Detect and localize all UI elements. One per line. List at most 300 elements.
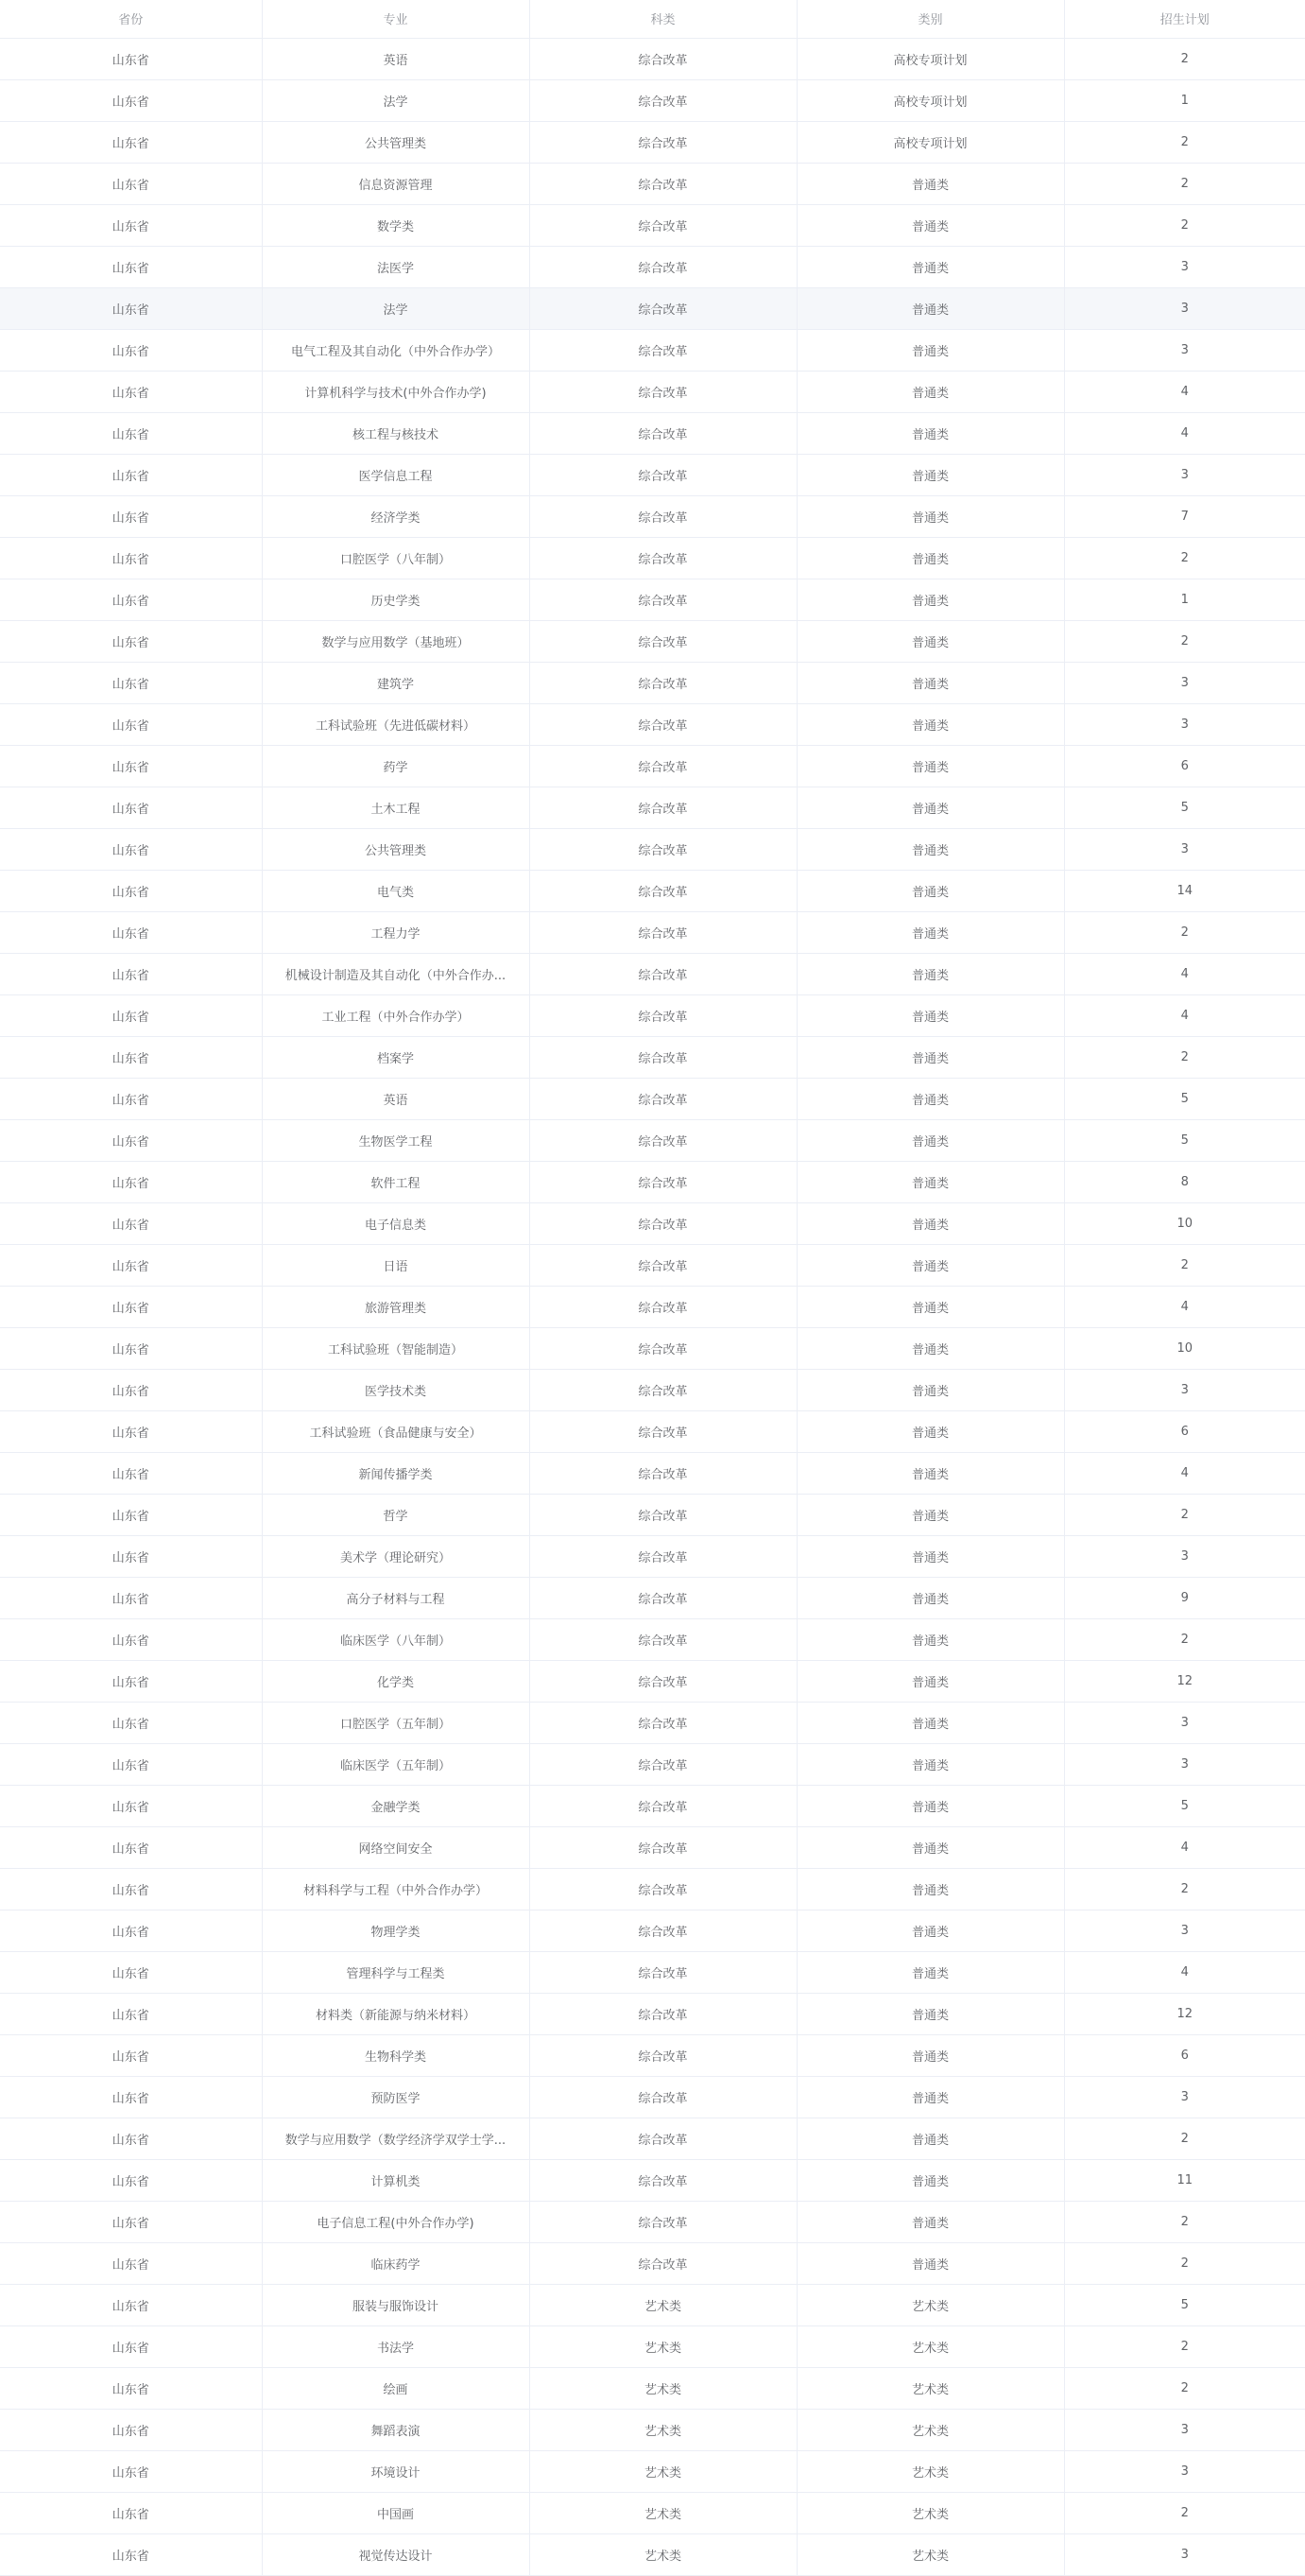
cell-category: 艺术类 <box>797 2450 1064 2492</box>
cell-category: 普通类 <box>797 537 1064 579</box>
cell-subject-type: 综合改革 <box>529 1327 797 1369</box>
table-row[interactable] <box>0 953 1305 994</box>
cell-province: 山东省 <box>0 2325 262 2367</box>
cell-subject-type: 综合改革 <box>529 1452 797 1494</box>
cell-major: 金融学类 <box>262 1785 529 1826</box>
cell-enrollment-plan: 4 <box>1064 1951 1305 1993</box>
cell-province: 山东省 <box>0 1369 262 1410</box>
table-row[interactable] <box>0 2201 1305 2242</box>
cell-enrollment-plan: 3 <box>1064 1743 1305 1785</box>
column-header-category[interactable]: 类别 <box>797 0 1064 38</box>
cell-category: 高校专项计划 <box>797 38 1064 79</box>
cell-subject-type: 综合改革 <box>529 246 797 287</box>
cell-major: 工科试验班（先进低碳材料） <box>262 703 529 745</box>
cell-enrollment-plan: 5 <box>1064 1119 1305 1161</box>
cell-enrollment-plan: 1 <box>1064 579 1305 620</box>
cell-major: 法学 <box>262 287 529 329</box>
cell-enrollment-plan: 11 <box>1064 2159 1305 2201</box>
table-row[interactable] <box>0 1660 1305 1702</box>
cell-subject-type: 综合改革 <box>529 1868 797 1910</box>
cell-category: 普通类 <box>797 828 1064 870</box>
cell-subject-type: 艺术类 <box>529 2409 797 2450</box>
cell-category: 普通类 <box>797 1826 1064 1868</box>
cell-major: 临床药学 <box>262 2242 529 2284</box>
cell-province: 山东省 <box>0 204 262 246</box>
cell-major: 历史学类 <box>262 579 529 620</box>
cell-category: 普通类 <box>797 1119 1064 1161</box>
cell-province: 山东省 <box>0 1244 262 1286</box>
cell-province: 山东省 <box>0 703 262 745</box>
cell-major: 档案学 <box>262 1036 529 1078</box>
cell-subject-type: 综合改革 <box>529 1785 797 1826</box>
table-row[interactable] <box>0 1618 1305 1660</box>
cell-subject-type: 综合改革 <box>529 1577 797 1618</box>
cell-province: 山东省 <box>0 38 262 79</box>
cell-major: 电气工程及其自动化（中外合作办学） <box>262 329 529 371</box>
cell-province: 山东省 <box>0 1119 262 1161</box>
cell-enrollment-plan: 3 <box>1064 828 1305 870</box>
cell-enrollment-plan: 5 <box>1064 2284 1305 2325</box>
cell-major: 工科试验班（食品健康与安全） <box>262 1410 529 1452</box>
cell-major: 公共管理类 <box>262 828 529 870</box>
cell-major: 美术学（理论研究） <box>262 1535 529 1577</box>
cell-enrollment-plan: 2 <box>1064 2492 1305 2533</box>
cell-category: 普通类 <box>797 2076 1064 2118</box>
table-row[interactable] <box>0 1327 1305 1369</box>
cell-major: 公共管理类 <box>262 121 529 163</box>
cell-enrollment-plan: 2 <box>1064 163 1305 204</box>
table-row[interactable] <box>0 2284 1305 2325</box>
cell-subject-type: 综合改革 <box>529 1494 797 1535</box>
table-row[interactable] <box>0 1286 1305 1327</box>
table-row[interactable] <box>0 870 1305 911</box>
cell-major: 中国画 <box>262 2492 529 2533</box>
cell-major: 临床医学（八年制） <box>262 1618 529 1660</box>
table-row[interactable] <box>0 1826 1305 1868</box>
cell-enrollment-plan: 14 <box>1064 870 1305 911</box>
table-row[interactable] <box>0 2325 1305 2367</box>
cell-category: 普通类 <box>797 787 1064 828</box>
cell-enrollment-plan: 1 <box>1064 79 1305 121</box>
table-row[interactable] <box>0 911 1305 953</box>
cell-subject-type: 综合改革 <box>529 1618 797 1660</box>
cell-province: 山东省 <box>0 1993 262 2034</box>
cell-province: 山东省 <box>0 828 262 870</box>
table-row[interactable] <box>0 994 1305 1036</box>
cell-enrollment-plan: 3 <box>1064 1702 1305 1743</box>
cell-subject-type: 综合改革 <box>529 371 797 412</box>
cell-major: 网络空间安全 <box>262 1826 529 1868</box>
cell-subject-type: 综合改革 <box>529 2034 797 2076</box>
cell-major: 新闻传播学类 <box>262 1452 529 1494</box>
cell-province: 山东省 <box>0 2034 262 2076</box>
table-row[interactable] <box>0 1785 1305 1826</box>
cell-subject-type: 综合改革 <box>529 1244 797 1286</box>
cell-major: 法医学 <box>262 246 529 287</box>
table-row[interactable] <box>0 1577 1305 1618</box>
cell-enrollment-plan: 2 <box>1064 1868 1305 1910</box>
cell-category: 普通类 <box>797 1535 1064 1577</box>
cell-enrollment-plan: 3 <box>1064 2076 1305 2118</box>
cell-category: 普通类 <box>797 745 1064 787</box>
cell-enrollment-plan: 4 <box>1064 371 1305 412</box>
cell-category: 普通类 <box>797 1327 1064 1369</box>
cell-category: 艺术类 <box>797 2284 1064 2325</box>
cell-province: 山东省 <box>0 953 262 994</box>
table-row[interactable] <box>0 1036 1305 1078</box>
cell-enrollment-plan: 4 <box>1064 412 1305 454</box>
cell-category: 普通类 <box>797 495 1064 537</box>
cell-major: 建筑学 <box>262 662 529 703</box>
cell-major: 核工程与核技术 <box>262 412 529 454</box>
table-row[interactable] <box>0 2492 1305 2533</box>
cell-province: 山东省 <box>0 1951 262 1993</box>
cell-subject-type: 综合改革 <box>529 1078 797 1119</box>
cell-category: 普通类 <box>797 1785 1064 1826</box>
cell-enrollment-plan: 3 <box>1064 454 1305 495</box>
table-row[interactable] <box>0 1494 1305 1535</box>
cell-province: 山东省 <box>0 1577 262 1618</box>
cell-subject-type: 综合改革 <box>529 1702 797 1743</box>
cell-major: 口腔医学（八年制） <box>262 537 529 579</box>
table-row[interactable] <box>0 537 1305 579</box>
cell-province: 山东省 <box>0 2118 262 2159</box>
cell-category: 普通类 <box>797 994 1064 1036</box>
cell-category: 普通类 <box>797 2034 1064 2076</box>
table-row[interactable] <box>0 2450 1305 2492</box>
cell-enrollment-plan: 5 <box>1064 1078 1305 1119</box>
cell-category: 普通类 <box>797 2201 1064 2242</box>
cell-subject-type: 综合改革 <box>529 454 797 495</box>
table-row[interactable] <box>0 1951 1305 1993</box>
cell-subject-type: 综合改革 <box>529 787 797 828</box>
table-row[interactable] <box>0 703 1305 745</box>
table-row[interactable] <box>0 2409 1305 2450</box>
cell-subject-type: 综合改革 <box>529 1286 797 1327</box>
cell-enrollment-plan: 4 <box>1064 953 1305 994</box>
cell-enrollment-plan: 8 <box>1064 1161 1305 1202</box>
cell-subject-type: 综合改革 <box>529 1660 797 1702</box>
table-row[interactable] <box>0 579 1305 620</box>
table-row[interactable] <box>0 1244 1305 1286</box>
cell-province: 山东省 <box>0 1036 262 1078</box>
cell-subject-type: 艺术类 <box>529 2533 797 2575</box>
cell-category: 艺术类 <box>797 2409 1064 2450</box>
cell-major: 工科试验班（智能制造） <box>262 1327 529 1369</box>
table-row[interactable] <box>0 1202 1305 1244</box>
cell-enrollment-plan: 3 <box>1064 246 1305 287</box>
cell-province: 山东省 <box>0 1494 262 1535</box>
cell-major: 电子信息工程(中外合作办学) <box>262 2201 529 2242</box>
cell-category: 普通类 <box>797 1577 1064 1618</box>
cell-enrollment-plan: 3 <box>1064 1369 1305 1410</box>
cell-province: 山东省 <box>0 2533 262 2575</box>
cell-subject-type: 综合改革 <box>529 620 797 662</box>
table-row[interactable] <box>0 1078 1305 1119</box>
column-header-enrollment-plan[interactable]: 招生计划 <box>1064 0 1305 38</box>
table-row[interactable] <box>0 1535 1305 1577</box>
cell-subject-type: 综合改革 <box>529 79 797 121</box>
cell-major: 哲学 <box>262 1494 529 1535</box>
cell-province: 山东省 <box>0 454 262 495</box>
cell-subject-type: 综合改革 <box>529 1202 797 1244</box>
cell-subject-type: 综合改革 <box>529 1036 797 1078</box>
table-row[interactable] <box>0 287 1305 329</box>
cell-category: 普通类 <box>797 1078 1064 1119</box>
cell-category: 普通类 <box>797 2242 1064 2284</box>
cell-major: 生物科学类 <box>262 2034 529 2076</box>
cell-category: 普通类 <box>797 662 1064 703</box>
cell-province: 山东省 <box>0 1618 262 1660</box>
cell-province: 山东省 <box>0 371 262 412</box>
cell-subject-type: 综合改革 <box>529 1951 797 1993</box>
cell-category: 高校专项计划 <box>797 121 1064 163</box>
cell-enrollment-plan: 2 <box>1064 2325 1305 2367</box>
cell-subject-type: 综合改革 <box>529 1369 797 1410</box>
cell-province: 山东省 <box>0 1452 262 1494</box>
table-row[interactable] <box>0 828 1305 870</box>
cell-subject-type: 综合改革 <box>529 495 797 537</box>
cell-category: 普通类 <box>797 371 1064 412</box>
cell-major: 环境设计 <box>262 2450 529 2492</box>
cell-major: 数学与应用数学（基地班） <box>262 620 529 662</box>
table-row[interactable] <box>0 787 1305 828</box>
table-row[interactable] <box>0 79 1305 121</box>
cell-enrollment-plan: 3 <box>1064 2450 1305 2492</box>
cell-subject-type: 综合改革 <box>529 1910 797 1951</box>
cell-major: 电子信息类 <box>262 1202 529 1244</box>
table-row[interactable] <box>0 1743 1305 1785</box>
cell-subject-type: 综合改革 <box>529 828 797 870</box>
cell-province: 山东省 <box>0 2492 262 2533</box>
cell-province: 山东省 <box>0 2076 262 2118</box>
cell-category: 普通类 <box>797 1951 1064 1993</box>
cell-enrollment-plan: 2 <box>1064 1036 1305 1078</box>
cell-major: 口腔医学（五年制） <box>262 1702 529 1743</box>
cell-major: 医学技术类 <box>262 1369 529 1410</box>
cell-category: 普通类 <box>797 1286 1064 1327</box>
table-row[interactable] <box>0 620 1305 662</box>
cell-major: 工业工程（中外合作办学） <box>262 994 529 1036</box>
cell-province: 山东省 <box>0 2284 262 2325</box>
cell-enrollment-plan: 5 <box>1064 1785 1305 1826</box>
cell-major: 预防医学 <box>262 2076 529 2118</box>
table-row[interactable] <box>0 454 1305 495</box>
cell-category: 普通类 <box>797 204 1064 246</box>
cell-enrollment-plan: 2 <box>1064 2367 1305 2409</box>
table-row[interactable] <box>0 2242 1305 2284</box>
cell-enrollment-plan: 2 <box>1064 121 1305 163</box>
cell-province: 山东省 <box>0 163 262 204</box>
table-row[interactable] <box>0 745 1305 787</box>
cell-subject-type: 综合改革 <box>529 1119 797 1161</box>
cell-category: 普通类 <box>797 953 1064 994</box>
cell-category: 普通类 <box>797 579 1064 620</box>
cell-subject-type: 艺术类 <box>529 2367 797 2409</box>
cell-enrollment-plan: 2 <box>1064 911 1305 953</box>
cell-province: 山东省 <box>0 412 262 454</box>
cell-province: 山东省 <box>0 579 262 620</box>
cell-enrollment-plan: 6 <box>1064 2034 1305 2076</box>
cell-enrollment-plan: 3 <box>1064 2409 1305 2450</box>
cell-category: 艺术类 <box>797 2367 1064 2409</box>
cell-category: 普通类 <box>797 1036 1064 1078</box>
cell-major: 英语 <box>262 38 529 79</box>
cell-subject-type: 综合改革 <box>529 2118 797 2159</box>
cell-major: 电气类 <box>262 870 529 911</box>
cell-subject-type: 综合改革 <box>529 204 797 246</box>
table-row[interactable] <box>0 2159 1305 2201</box>
cell-major: 计算机类 <box>262 2159 529 2201</box>
cell-subject-type: 综合改革 <box>529 1410 797 1452</box>
table-row[interactable] <box>0 1910 1305 1951</box>
table-row[interactable] <box>0 1119 1305 1161</box>
cell-subject-type: 综合改革 <box>529 2159 797 2201</box>
cell-enrollment-plan: 2 <box>1064 38 1305 79</box>
cell-enrollment-plan: 3 <box>1064 2533 1305 2575</box>
cell-enrollment-plan: 12 <box>1064 1993 1305 2034</box>
column-header-province[interactable]: 省份 <box>0 0 262 38</box>
table-body <box>0 38 1305 2575</box>
cell-subject-type: 综合改革 <box>529 870 797 911</box>
cell-category: 普通类 <box>797 1660 1064 1702</box>
cell-enrollment-plan: 7 <box>1064 495 1305 537</box>
cell-major: 管理科学与工程类 <box>262 1951 529 1993</box>
cell-category: 艺术类 <box>797 2533 1064 2575</box>
table-row[interactable] <box>0 163 1305 204</box>
cell-province: 山东省 <box>0 1078 262 1119</box>
header-row <box>0 0 1305 38</box>
cell-subject-type: 综合改革 <box>529 2242 797 2284</box>
table-header <box>0 0 1305 38</box>
cell-category: 普通类 <box>797 1868 1064 1910</box>
cell-province: 山东省 <box>0 537 262 579</box>
cell-province: 山东省 <box>0 1410 262 1452</box>
table-row[interactable] <box>0 1369 1305 1410</box>
table-row[interactable] <box>0 2533 1305 2575</box>
cell-province: 山东省 <box>0 2450 262 2492</box>
table-row[interactable] <box>0 2076 1305 2118</box>
cell-province: 山东省 <box>0 2367 262 2409</box>
table-row[interactable] <box>0 412 1305 454</box>
cell-enrollment-plan: 2 <box>1064 537 1305 579</box>
cell-major: 高分子材料与工程 <box>262 1577 529 1618</box>
cell-subject-type: 综合改革 <box>529 579 797 620</box>
cell-category: 普通类 <box>797 703 1064 745</box>
cell-major: 英语 <box>262 1078 529 1119</box>
cell-category: 普通类 <box>797 287 1064 329</box>
cell-category: 普通类 <box>797 870 1064 911</box>
cell-major: 书法学 <box>262 2325 529 2367</box>
cell-subject-type: 艺术类 <box>529 2450 797 2492</box>
cell-enrollment-plan: 5 <box>1064 787 1305 828</box>
table-row[interactable] <box>0 2367 1305 2409</box>
cell-enrollment-plan: 12 <box>1064 1660 1305 1702</box>
cell-province: 山东省 <box>0 1868 262 1910</box>
table-row[interactable] <box>0 2034 1305 2076</box>
table-row[interactable] <box>0 1868 1305 1910</box>
cell-enrollment-plan: 9 <box>1064 1577 1305 1618</box>
cell-subject-type: 综合改革 <box>529 1993 797 2034</box>
cell-enrollment-plan: 2 <box>1064 2118 1305 2159</box>
table-row[interactable] <box>0 246 1305 287</box>
table-row[interactable] <box>0 1452 1305 1494</box>
cell-subject-type: 综合改革 <box>529 703 797 745</box>
cell-major: 软件工程 <box>262 1161 529 1202</box>
cell-subject-type: 综合改革 <box>529 329 797 371</box>
cell-province: 山东省 <box>0 662 262 703</box>
table-row[interactable] <box>0 371 1305 412</box>
table-row[interactable] <box>0 1702 1305 1743</box>
cell-category: 普通类 <box>797 412 1064 454</box>
cell-major: 经济学类 <box>262 495 529 537</box>
table-row[interactable] <box>0 329 1305 371</box>
cell-major: 法学 <box>262 79 529 121</box>
table-row[interactable] <box>0 495 1305 537</box>
cell-province: 山东省 <box>0 1286 262 1327</box>
cell-enrollment-plan: 4 <box>1064 994 1305 1036</box>
cell-province: 山东省 <box>0 1161 262 1202</box>
cell-category: 普通类 <box>797 1702 1064 1743</box>
cell-province: 山东省 <box>0 870 262 911</box>
column-header-major[interactable]: 专业 <box>262 0 529 38</box>
table-row[interactable] <box>0 121 1305 163</box>
table-row[interactable] <box>0 204 1305 246</box>
cell-subject-type: 综合改革 <box>529 911 797 953</box>
cell-province: 山东省 <box>0 1785 262 1826</box>
cell-category: 高校专项计划 <box>797 79 1064 121</box>
cell-subject-type: 综合改革 <box>529 2076 797 2118</box>
cell-category: 普通类 <box>797 2159 1064 2201</box>
cell-category: 普通类 <box>797 911 1064 953</box>
cell-province: 山东省 <box>0 1702 262 1743</box>
table-row[interactable] <box>0 662 1305 703</box>
table-row[interactable] <box>0 1993 1305 2034</box>
table-row[interactable] <box>0 1161 1305 1202</box>
table-row[interactable] <box>0 1410 1305 1452</box>
cell-major: 材料类（新能源与纳米材料） <box>262 1993 529 2034</box>
cell-category: 普通类 <box>797 1161 1064 1202</box>
cell-province: 山东省 <box>0 1660 262 1702</box>
cell-major: 临床医学（五年制） <box>262 1743 529 1785</box>
cell-category: 普通类 <box>797 163 1064 204</box>
cell-category: 艺术类 <box>797 2325 1064 2367</box>
cell-enrollment-plan: 10 <box>1064 1327 1305 1369</box>
table-row[interactable] <box>0 38 1305 79</box>
cell-major: 绘画 <box>262 2367 529 2409</box>
cell-subject-type: 综合改革 <box>529 1743 797 1785</box>
cell-category: 普通类 <box>797 1369 1064 1410</box>
column-header-subject-type[interactable]: 科类 <box>529 0 797 38</box>
cell-enrollment-plan: 2 <box>1064 2242 1305 2284</box>
cell-enrollment-plan: 4 <box>1064 1826 1305 1868</box>
cell-enrollment-plan: 3 <box>1064 1910 1305 1951</box>
cell-subject-type: 艺术类 <box>529 2325 797 2367</box>
cell-province: 山东省 <box>0 911 262 953</box>
cell-province: 山东省 <box>0 1910 262 1951</box>
cell-major: 计算机科学与技术(中外合作办学) <box>262 371 529 412</box>
cell-category: 普通类 <box>797 1202 1064 1244</box>
cell-enrollment-plan: 10 <box>1064 1202 1305 1244</box>
cell-category: 普通类 <box>797 620 1064 662</box>
cell-province: 山东省 <box>0 745 262 787</box>
table-row[interactable] <box>0 2118 1305 2159</box>
cell-province: 山东省 <box>0 994 262 1036</box>
cell-province: 山东省 <box>0 2159 262 2201</box>
cell-subject-type: 综合改革 <box>529 537 797 579</box>
cell-province: 山东省 <box>0 1535 262 1577</box>
cell-subject-type: 艺术类 <box>529 2284 797 2325</box>
